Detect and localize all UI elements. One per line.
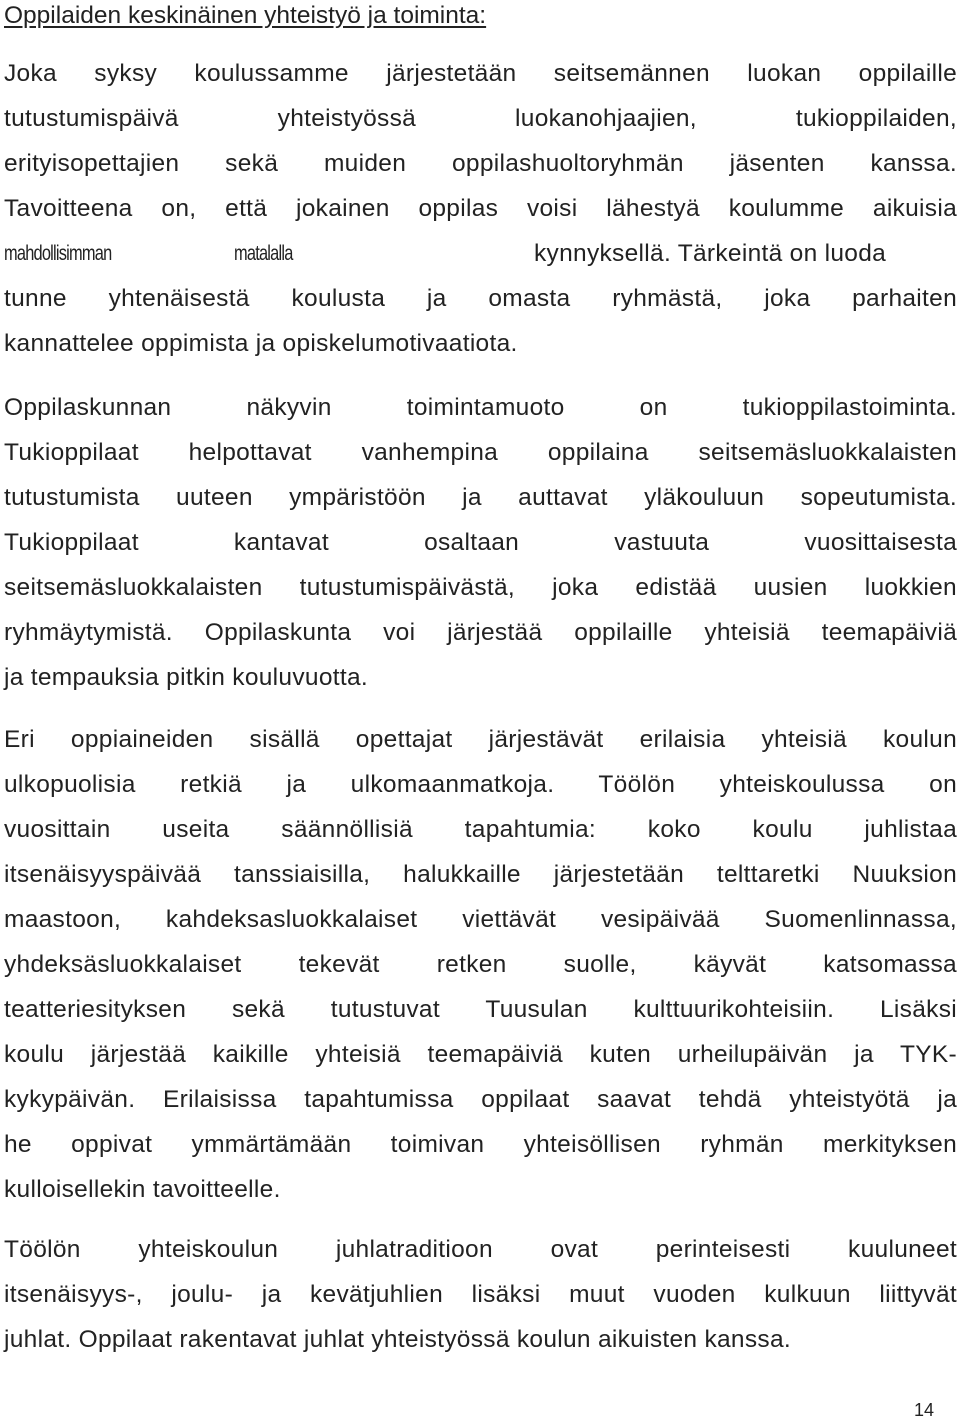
paragraph-1-line-4: Tavoitteena on, että jokainen oppilas voisi lähestyä koulumme aikuisia bbox=[4, 195, 957, 222]
paragraph-1-line-2: tutustumispäivä yhteistyössä luokanohjaajien, tukioppilaiden, bbox=[4, 105, 957, 132]
paragraph-2-line-7: ja tempauksia pitkin kouluvuotta. bbox=[4, 664, 368, 691]
paragraph-3-line-10: he oppivat ymmärtämään toimivan yhteisöllisen ryhmän merkityksen bbox=[4, 1131, 957, 1158]
paragraph-1-line-5 bbox=[4, 232, 957, 276]
paragraph-2-line-2: Tukioppilaat helpottavat vanhempina oppilaina seitsemäsluokkalaisten bbox=[4, 439, 957, 466]
paragraph-3-line-2: ulkopuolisia retkiä ja ulkomaanmatkoja. Töölön yhteiskoulussa on bbox=[4, 771, 957, 798]
paragraph-3-line-11: kulloisellekin tavoitteelle. bbox=[4, 1176, 281, 1203]
paragraph-2-line-5: seitsemäsluokkalaisten tutustumispäivästä, joka edistää uusien luokkien bbox=[4, 574, 957, 601]
paragraph-1-line-3: erityisopettajien sekä muiden oppilashuoltoryhmän jäsenten kanssa. bbox=[4, 150, 957, 177]
page-number: 14 bbox=[913, 1400, 934, 1420]
paragraph-3-line-6: yhdeksäsluokkalaiset tekevät retken suolle, käyvät katsomassa bbox=[4, 951, 957, 978]
paragraph-3-line-7: teatteriesityksen sekä tutustuvat Tuusulan kulttuurikohteisiin. Lisäksi bbox=[4, 996, 957, 1023]
paragraph-2-line-6: ryhmäytymistä. Oppilaskunta voi järjestää oppilaille yhteisiä teemapäiviä bbox=[4, 619, 957, 646]
paragraph-3-line-9: kykypäivän. Erilaisissa tapahtumissa oppilaat saavat tehdä yhteistyötä ja bbox=[4, 1086, 957, 1113]
paragraph-2-line-1: Oppilaskunnan näkyvin toimintamuoto on tukioppilastoiminta. bbox=[4, 394, 957, 421]
paragraph-3-line-4: itsenäisyyspäivää tanssiaisilla, halukkaille järjestetään telttaretki Nuuksion bbox=[4, 861, 957, 888]
paragraph-2-line-3: tutustumista uuteen ympäristöön ja auttavat yläkouluun sopeutumista. bbox=[4, 484, 957, 511]
line-5-word-mahdollisimman: mahdollisimman bbox=[4, 242, 112, 265]
paragraph-3-line-8: koulu järjestää kaikille yhteisiä teemapäiviä kuten urheilupäivän ja TYK- bbox=[4, 1041, 957, 1068]
paragraph-4-line-1: Töölön yhteiskoulun juhlatraditioon ovat perinteisesti kuuluneet bbox=[4, 1236, 957, 1263]
paragraph-3-line-3: vuosittain useita säännöllisiä tapahtumia: koko koulu juhlistaa bbox=[4, 816, 957, 843]
section-heading: Oppilaiden keskinäinen yhteistyö ja toiminta: bbox=[4, 2, 487, 29]
line-5-rest: kynnyksellä. Tärkeintä on luoda bbox=[534, 240, 887, 267]
paragraph-1-line-6: tunne yhtenäisestä koulusta ja omasta ryhmästä, joka parhaiten bbox=[4, 285, 957, 312]
paragraph-3-line-5: maastoon, kahdeksasluokkalaiset viettävät vesipäivää Suomenlinnassa, bbox=[4, 906, 957, 933]
paragraph-1-line-1: Joka syksy koulussamme järjestetään seitsemännen luokan oppilaille bbox=[4, 60, 957, 87]
paragraph-2-line-4: Tukioppilaat kantavat osaltaan vastuuta vuosittaisesta bbox=[4, 529, 957, 556]
paragraph-4-line-2: itsenäisyys-, joulu- ja kevätjuhlien lisäksi muut vuoden kulkuun liittyvät bbox=[4, 1281, 957, 1308]
paragraph-1-line-7: kannattelee oppimista ja opiskelumotivaatiota. bbox=[4, 330, 518, 357]
paragraph-4-line-3: juhlat. Oppilaat rakentavat juhlat yhteistyössä koulun aikuisten kanssa. bbox=[4, 1326, 791, 1353]
line-5-word-matalalla: matalalla bbox=[234, 242, 293, 265]
paragraph-3-line-1: Eri oppiaineiden sisällä opettajat järjestävät erilaisia yhteisiä koulun bbox=[4, 726, 957, 753]
